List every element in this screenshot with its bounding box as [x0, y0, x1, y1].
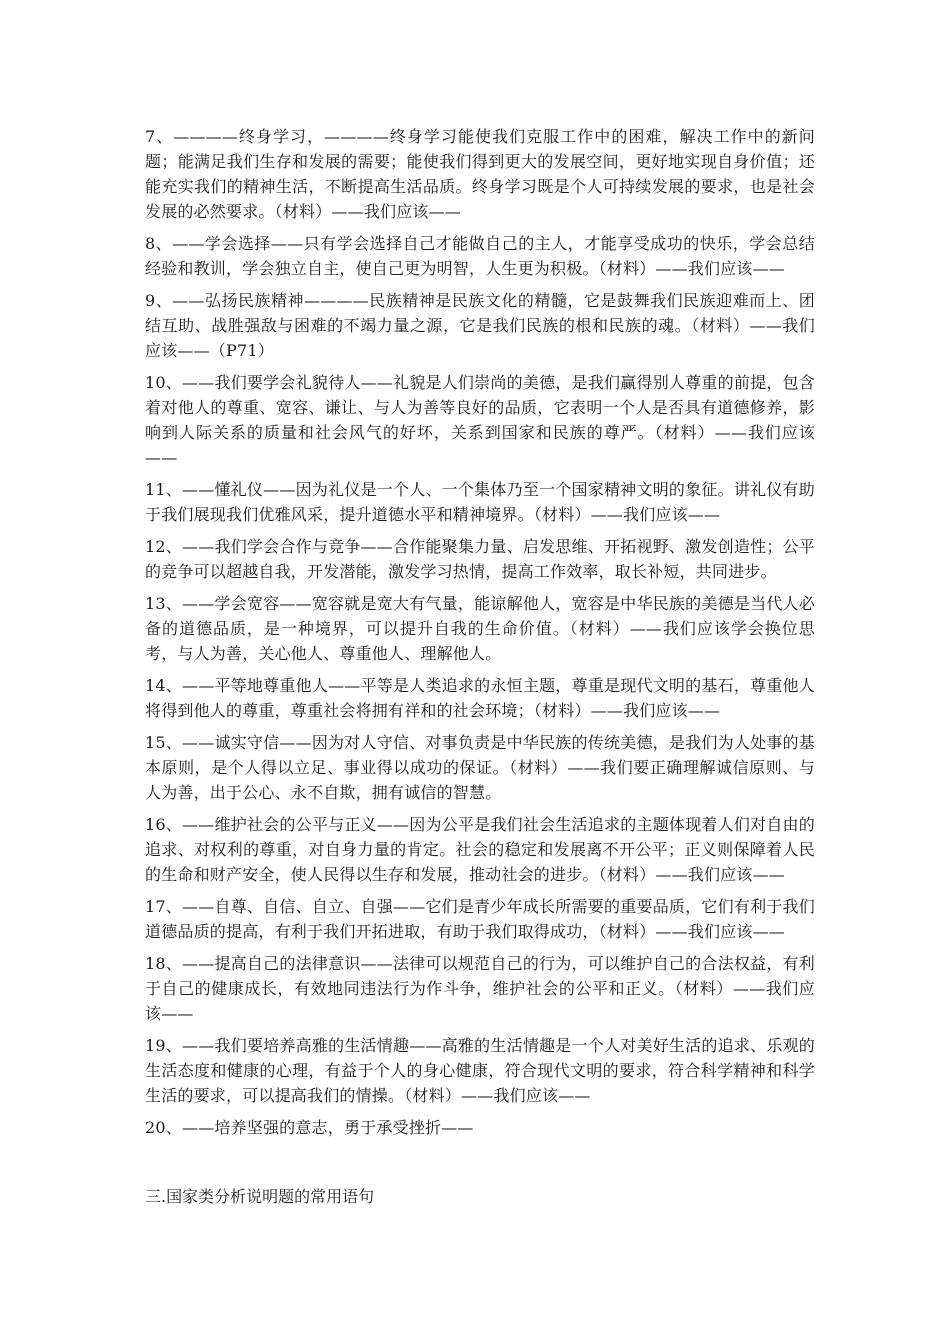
paragraph-item-14: 14、——平等地尊重他人——平等是人类追求的永恒主题，尊重是现代文明的基石，尊重他人将得到他人的尊重，尊重社会将拥有祥和的社会环境；（材料）——我们应该—— — [145, 676, 815, 720]
paragraph-item-17: 17、——自尊、自信、自立、自强——它们是青少年成长所需要的重要品质，它们有利于我们道德品质的提高，有利于我们开拓进取，有助于我们取得成功，（材料）——我们应该—— — [145, 897, 815, 941]
paragraph-item-8: 8、——学会选择——只有学会选择自己才能做自己的主人，才能享受成功的快乐，学会总结经验和教训，学会独立自主，使自己更为明智，人生更为积极。（材料）——我们应该—— — [145, 234, 815, 278]
paragraph-item-11: 11、——懂礼仪——因为礼仪是一个人、一个集体乃至一个国家精神文明的象征。讲礼仪有助于我们展现我们优雅风采，提升道德水平和精神境界。（材料）——我们应该—— — [145, 480, 815, 524]
document-body — [145, 124, 815, 1147]
paragraph-item-20: 20、——培养坚强的意志，勇于承受挫折—— — [145, 1118, 474, 1137]
paragraph-item-9: 9、——弘扬民族精神————民族精神是民族文化的精髓，它是鼓舞我们民族迎难而上、团结互助、战胜强敌与困难的不竭力量之源，它是我们民族的根和民族的魂。（材料）——我们应该——（P71） — [145, 291, 815, 360]
paragraph-item-15: 15、——诚实守信——因为对人守信、对事负责是中华民族的传统美德，是我们为人处事的基本原则，是个人得以立足、事业得以成功的保证。（材料）——我们要正确理解诚信原则、与人为善，出于公心、永不自欺，拥有诚信的智慧。 — [145, 733, 815, 802]
paragraph-item-10: 10、——我们要学会礼貌待人——礼貌是人们崇尚的美德，是我们赢得别人尊重的前提，包含着对他人的尊重、宽容、谦让、与人为善等良好的品质，它表明一个人是否具有道德修养，影响到人际关系的质量和社会风气的好坏，关系到国家和民族的尊严。（材料）——我们应该—— — [145, 373, 815, 467]
section-heading: 三.国家类分析说明题的常用语句 — [145, 1187, 375, 1206]
paragraph-item-19: 19、——我们要培养高雅的生活情趣——高雅的生活情趣是一个人对美好生活的追求、乐观的生活态度和健康的心理，有益于个人的身心健康，符合现代文明的要求，符合科学精神和科学生活的要求，可以提高我们的情操。（材料）——我们应该—— — [145, 1036, 815, 1105]
paragraph-item-12: 12、——我们学会合作与竞争——合作能聚集力量、启发思维、开拓视野、激发创造性；公平的竞争可以超越自我，开发潜能，激发学习热情，提高工作效率，取长补短，共同进步。 — [145, 537, 815, 581]
paragraph-item-16: 16、——维护社会的公平与正义——因为公平是我们社会生活追求的主题体现着人们对自由的追求、对权利的尊重，对自身力量的肯定。社会的稳定和发展离不开公平；正义则保障着人民的生命和财产安全，使人民得以生存和发展，推动社会的进步。（材料）——我们应该—— — [145, 815, 815, 884]
paragraph-item-18: 18、——提高自己的法律意识——法律可以规范自己的行为，可以维护自己的合法权益，有利于自己的健康成长，有效地同违法行为作斗争，维护社会的公平和正义。（材料）——我们应该—— — [145, 954, 815, 1023]
paragraph-item-13: 13、——学会宽容——宽容就是宽大有气量，能谅解他人，宽容是中华民族的美德是当代人必备的道德品质，是一种境界，可以提升自我的生命价值。（材料）——我们应该学会换位思考，与人为善，关心他人、尊重他人、理解他人。 — [145, 594, 815, 663]
paragraph-item-7: 7、————终身学习，————终身学习能使我们克服工作中的困难，解决工作中的新问题；能满足我们生存和发展的需要；能使我们得到更大的发展空间，更好地实现自身价值；还能充实我们的精神生活，不断提高生活品质。终身学习既是个人可持续发展的要求，也是社会发展的必然要求。（材料）——我们应该—— — [145, 127, 815, 221]
